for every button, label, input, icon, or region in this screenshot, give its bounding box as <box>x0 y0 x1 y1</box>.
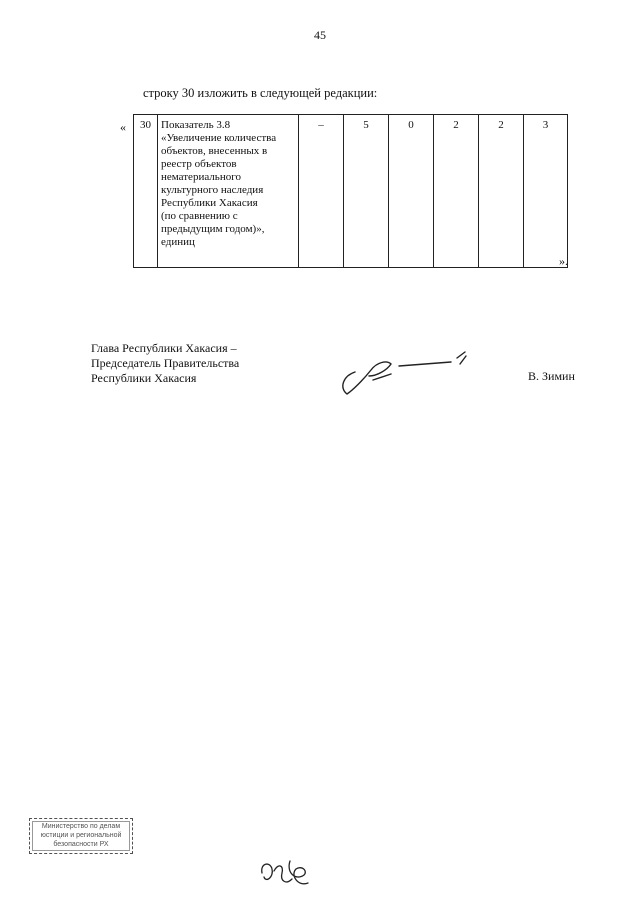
value-cell-2: 5 <box>344 115 389 268</box>
indicator-name-cell <box>158 115 299 268</box>
handwritten-signature <box>333 350 473 400</box>
closing-quote: ». <box>559 254 568 268</box>
indicator-name-line: объектов, внесенных в <box>161 145 268 157</box>
registration-stamp <box>29 818 133 854</box>
value-cell-4: 2 <box>434 115 479 268</box>
value-cell-1: – <box>299 115 344 268</box>
signatory-title <box>91 341 239 386</box>
indicator-table <box>133 114 568 268</box>
stamp-line: юстиции и региональной <box>40 832 122 839</box>
indicator-name-line: культурного наследия <box>161 184 264 196</box>
signatory-title-line: Глава Республики Хакасия – <box>91 341 237 355</box>
signer-name: В. Зимин <box>528 369 575 383</box>
indicator-name-line: предыдущим годом)», <box>161 223 265 235</box>
signatory-title-line: Председатель Правительства <box>91 356 240 370</box>
value-cell-6: 3 <box>524 115 568 268</box>
row-number-cell: 30 <box>134 115 158 268</box>
indicator-name-line: нематериального <box>161 171 241 183</box>
value-cell-3: 0 <box>389 115 434 268</box>
handwritten-initials <box>256 853 316 893</box>
indicator-name-line: (по сравнению с <box>161 210 238 222</box>
table-row <box>134 115 568 268</box>
opening-quote: « <box>120 120 126 134</box>
stamp-line: Министерство по делам <box>41 823 121 830</box>
indicator-name-line: Показатель 3.8 <box>161 119 231 131</box>
intro-text: строку 30 изложить в следующей редакции: <box>143 86 378 100</box>
value-cell-5: 2 <box>479 115 524 268</box>
indicator-name-line: «Увеличение количества <box>161 132 277 144</box>
indicator-name-line: реестр объектов <box>161 158 237 170</box>
indicator-name-line: Республики Хакасия <box>161 197 258 209</box>
page-number: 45 <box>314 28 326 42</box>
signatory-title-line: Республики Хакасия <box>91 371 197 385</box>
indicator-name-line: единиц <box>161 236 195 248</box>
stamp-line: безопасности РХ <box>53 841 109 848</box>
